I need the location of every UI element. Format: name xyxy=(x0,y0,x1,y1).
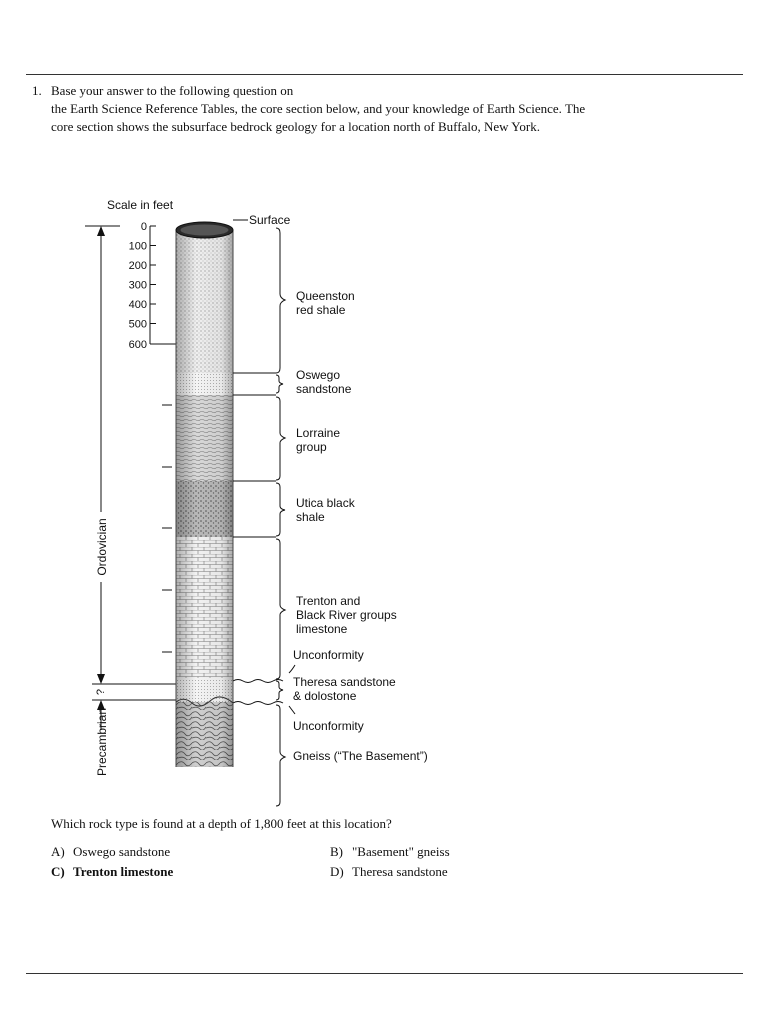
choice-a[interactable] xyxy=(51,844,170,860)
choice-c-text: Trenton limestone xyxy=(73,864,174,879)
scale-title: Scale in feet xyxy=(107,198,174,212)
scale-tick-400: 400 xyxy=(128,299,147,311)
era-uncertain-mark: ? xyxy=(95,688,107,696)
label-lorraine: Lorraine group xyxy=(296,426,341,454)
label-gneiss: Gneiss (“The Basement”) xyxy=(293,749,428,763)
label-unconformity-bottom: Unconformity xyxy=(293,719,364,733)
unconformity-line-bottom xyxy=(233,702,283,705)
label-unconformity-top: Unconformity xyxy=(293,648,364,662)
era-ordovician-label: Ordovician xyxy=(95,518,109,576)
surface-label: Surface xyxy=(249,213,291,227)
choice-d-text: Theresa sandstone xyxy=(352,864,448,879)
scale-tick-100: 100 xyxy=(128,240,147,253)
layer-braces xyxy=(276,228,285,806)
choice-d[interactable] xyxy=(330,864,448,880)
label-trenton: Trenton and Black River groups limestone xyxy=(296,594,397,636)
choice-c-letter: C) xyxy=(51,864,65,879)
unconformity-line-top xyxy=(233,680,283,683)
question-prompt: Which rock type is found at a depth of 1,800 feet at this location? xyxy=(51,816,392,831)
scale-tick-200: 200 xyxy=(128,260,147,272)
core-cylinder xyxy=(176,222,233,767)
intro-line-2: the Earth Science Reference Tables, the core section below, and your knowledge of Earth Science. The xyxy=(51,101,586,116)
choice-a-letter: A) xyxy=(51,844,65,859)
choice-b-text: "Basement" gneiss xyxy=(352,844,450,859)
question-number: 1. xyxy=(32,83,42,98)
label-utica: Utica black shale xyxy=(296,496,355,524)
scale-tick-500: 500 xyxy=(128,318,147,331)
intro-line-1: Base your answer to the following question on xyxy=(51,83,294,98)
era-precambrian-label: Precambrian xyxy=(95,707,109,777)
scale-tick-300: 300 xyxy=(128,279,147,292)
core-section-diagram xyxy=(80,190,480,815)
choice-d-letter: D) xyxy=(330,864,344,879)
ordovician-arrow-bottom xyxy=(97,674,105,684)
scale-tick-600: 600 xyxy=(128,339,147,351)
core-section-figure xyxy=(80,190,480,815)
choice-a-text: Oswego sandstone xyxy=(73,844,171,859)
label-theresa: Theresa sandstone & dolostone xyxy=(293,675,396,703)
choice-b[interactable] xyxy=(330,844,450,860)
scale-tick-0: 0 xyxy=(140,221,147,233)
label-oswego: Oswego sandstone xyxy=(296,368,352,396)
top-rule xyxy=(26,74,743,75)
label-queenston: Queenston red shale xyxy=(296,289,355,317)
bottom-rule xyxy=(26,973,743,974)
ordovician-arrow-top xyxy=(97,226,105,236)
choice-b-letter: B) xyxy=(330,844,343,859)
choice-c[interactable] xyxy=(51,864,173,880)
intro-line-3: core section shows the subsurface bedrock geology for a location north of Buffalo, New York. xyxy=(51,119,540,134)
